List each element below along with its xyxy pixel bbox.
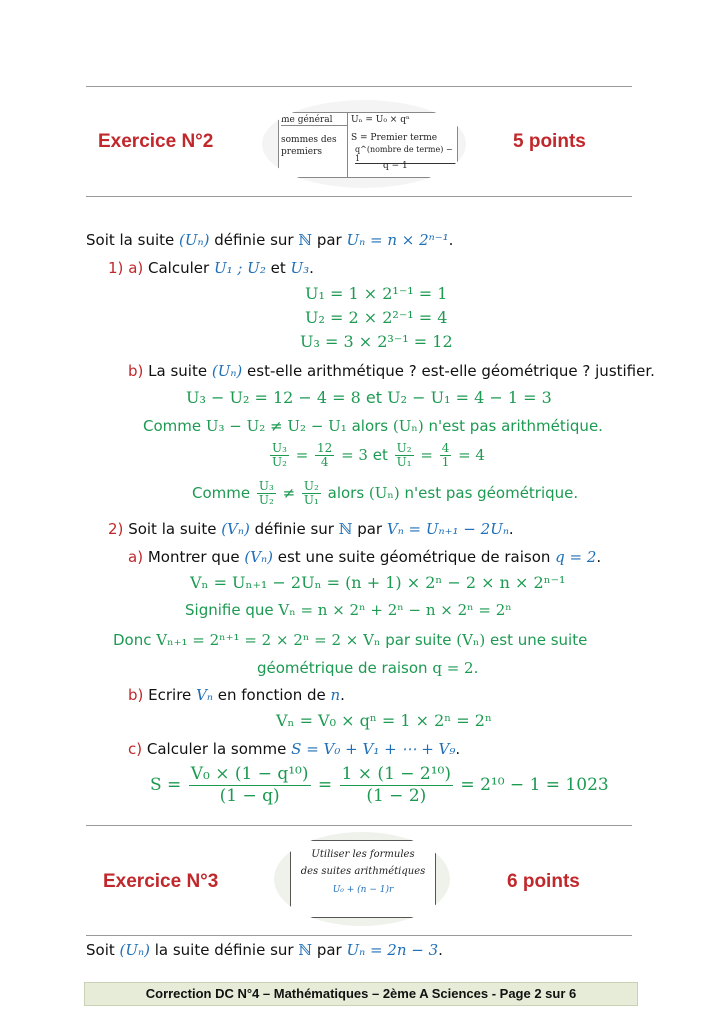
badge-cell: q − 1: [383, 161, 408, 171]
top-rule: [86, 86, 632, 87]
text: Donc: [113, 631, 157, 649]
arithmetic-badge-image: [274, 832, 450, 926]
math: = 2¹⁰ − 1 = 1023: [455, 775, 609, 795]
math: (Vₙ): [244, 548, 273, 566]
exercise-2-points: 5 points: [513, 131, 586, 152]
math: n: [330, 686, 341, 704]
question-number: 2): [108, 520, 124, 538]
math: (Vₙ): [221, 520, 250, 538]
question-letter: c): [128, 740, 143, 758]
answer-vn-formula: Vₙ = V₀ × qⁿ = 1 × 2ⁿ = 2ⁿ: [276, 711, 492, 730]
exercise-3-statement: [86, 941, 443, 959]
text: et: [265, 259, 291, 277]
answer-u3: U₃ = 3 × 2³⁻¹ = 12: [300, 332, 453, 351]
text: .: [448, 231, 454, 249]
question-2a: [128, 548, 601, 566]
text: Comme: [143, 417, 206, 435]
text: Signifie que: [185, 601, 279, 619]
fraction-denominator: (1 − q): [219, 786, 280, 806]
text: par: [352, 520, 387, 538]
text: est une suite géométrique de raison: [273, 548, 556, 566]
text: la suite définie sur: [149, 941, 299, 959]
text: .: [309, 259, 314, 277]
fraction-numerator: U₃: [258, 479, 274, 493]
text: définie sur: [209, 231, 299, 249]
answer-ratios: [268, 442, 485, 469]
fraction-denominator: U₂: [258, 493, 274, 507]
fraction-numerator: U₃: [272, 441, 287, 455]
text: par suite: [380, 631, 457, 649]
math: q = 2: [432, 659, 474, 677]
math: ℕ: [298, 231, 313, 249]
text: alors: [346, 417, 393, 435]
math: ℕ: [338, 520, 353, 538]
text: Montrer que: [147, 548, 245, 566]
text: Comme: [192, 484, 255, 502]
math: U₁ ; U₂: [213, 259, 266, 277]
math: =: [415, 446, 438, 464]
badge-cell: sommes des: [281, 135, 337, 145]
question-letter: b): [128, 362, 144, 380]
text: Ecrire: [148, 686, 197, 704]
text: par: [312, 231, 347, 249]
answer-not-arithmetic: [143, 417, 603, 435]
formula-badge-image: [262, 100, 466, 188]
question-2c: [128, 740, 460, 758]
question-2b: [128, 686, 345, 704]
fraction-numerator: V₀ × (1 − q¹⁰): [190, 764, 309, 784]
text: .: [438, 941, 443, 959]
math: = 4: [453, 446, 485, 464]
text: alors: [322, 484, 369, 502]
text: Soit la suite: [86, 231, 180, 249]
badge-cell: S = Premier terme: [351, 133, 438, 143]
answer-vn-recurrence: [113, 631, 587, 649]
section-rule-bottom: [86, 935, 632, 936]
math: U₃: [290, 259, 310, 277]
text: par: [312, 941, 347, 959]
math: Vₙ₊₁ = 2ⁿ⁺¹ = 2 × 2ⁿ = 2 × Vₙ: [156, 631, 381, 649]
text: Calculer la somme: [146, 740, 292, 758]
badge-cell: Uₙ = U₀ × qⁿ: [351, 115, 410, 125]
math: Vₙ: [196, 686, 213, 704]
text: n'est pas arithmétique.: [423, 417, 603, 435]
math: (Vₙ): [456, 631, 486, 649]
math: (Uₙ): [119, 941, 150, 959]
text: est-elle arithmétique ? est-elle géométrique ? justifier.: [242, 362, 655, 380]
question-letter: b): [128, 686, 144, 704]
math: U₂ − U₁ = 4 − 1 = 3: [387, 388, 552, 407]
text: géométrique de raison: [257, 659, 433, 677]
page-footer: Correction DC N°4 – Mathématiques – 2ème A Sciences - Page 2 sur 6: [84, 982, 638, 1006]
badge-text: U₀ + (n − 1)r: [332, 885, 394, 895]
text: .: [455, 740, 461, 758]
math: (Uₙ): [392, 417, 424, 435]
text: définie sur: [249, 520, 339, 538]
text: est une suite: [485, 631, 588, 649]
fraction-denominator: (1 − 2): [366, 786, 427, 806]
text: et: [367, 446, 393, 464]
answer-vn-simplified: [185, 601, 512, 619]
exercise-3-title: Exercice N°3: [103, 871, 219, 892]
exercise-3-points: 6 points: [507, 871, 580, 892]
answer-sum: [150, 764, 609, 807]
badge-cell: premiers: [281, 147, 323, 157]
answer-u1: U₁ = 1 × 2¹⁻¹ = 1: [305, 284, 448, 303]
question-1b: [128, 362, 655, 380]
fraction-numerator: U₂: [303, 479, 319, 493]
fraction-denominator: U₂: [272, 455, 287, 469]
badge-cell: me général: [281, 115, 347, 126]
text: .: [340, 686, 345, 704]
math: Vₙ = n × 2ⁿ + 2ⁿ − n × 2ⁿ = 2ⁿ: [278, 601, 512, 619]
fraction-numerator: 12: [317, 441, 333, 455]
math: U₃ − U₂ = 12 − 4 = 8: [186, 388, 361, 407]
math: (Uₙ): [368, 484, 400, 502]
text: .: [596, 548, 602, 566]
math: (Uₙ): [179, 231, 210, 249]
fraction-denominator: 4: [320, 455, 329, 469]
question-letter: a): [128, 548, 144, 566]
math: =: [290, 446, 314, 464]
question-2: [108, 520, 514, 538]
answer-not-geometric: [192, 480, 578, 507]
badge-cell: q^(nombre de terme) − 1: [355, 145, 457, 164]
math: Vₙ = Uₙ₊₁ − 2Uₙ: [386, 520, 509, 538]
math: q = 2: [555, 548, 597, 566]
answer-differences: [186, 388, 552, 407]
question-1a: [108, 259, 314, 277]
text: et: [360, 388, 388, 407]
badge-text: Utiliser les formules: [311, 849, 415, 860]
text: .: [473, 659, 479, 677]
text: .: [508, 520, 514, 538]
math: (Uₙ): [211, 362, 243, 380]
exercise-2-title: Exercice N°2: [98, 131, 214, 152]
fraction-numerator: 4: [441, 441, 450, 455]
math: ℕ: [298, 941, 313, 959]
fraction-denominator: U₁: [396, 455, 412, 469]
math: =: [312, 775, 338, 795]
answer-u2: U₂ = 2 × 2²⁻¹ = 4: [305, 308, 448, 327]
math: = 3: [336, 446, 368, 464]
math: Uₙ = n × 2ⁿ⁻¹: [346, 231, 449, 249]
question-number: 1): [108, 259, 124, 277]
section-rule: [86, 825, 632, 826]
badge-text: des suites arithmétiques: [300, 866, 426, 877]
fraction-numerator: 1 × (1 − 2¹⁰): [341, 764, 452, 784]
math: S = V₀ + V₁ + ⋯ + V₉: [291, 740, 456, 758]
text: Soit: [86, 941, 120, 959]
math: ≠: [277, 484, 300, 502]
text: La suite: [148, 362, 212, 380]
text: Soit la suite: [128, 520, 222, 538]
math: S =: [150, 775, 187, 795]
question-letter: a): [128, 259, 144, 277]
answer-vn-conclusion: [257, 659, 478, 677]
fraction-denominator: 1: [441, 455, 450, 469]
text: en fonction de: [212, 686, 331, 704]
math: U₃ − U₂ ≠ U₂ − U₁: [205, 417, 347, 435]
fraction-numerator: U₂: [396, 441, 412, 455]
math: Uₙ = 2n − 3: [346, 941, 439, 959]
answer-vn-expansion: Vₙ = Uₙ₊₁ − 2Uₙ = (n + 1) × 2ⁿ − 2 × n × 2ⁿ⁻¹: [190, 573, 566, 592]
header-rule: [86, 196, 632, 197]
text: n'est pas géométrique.: [399, 484, 579, 502]
fraction-denominator: U₁: [303, 493, 319, 507]
text: Calculer: [148, 259, 214, 277]
exercise-2-statement: [86, 231, 453, 249]
